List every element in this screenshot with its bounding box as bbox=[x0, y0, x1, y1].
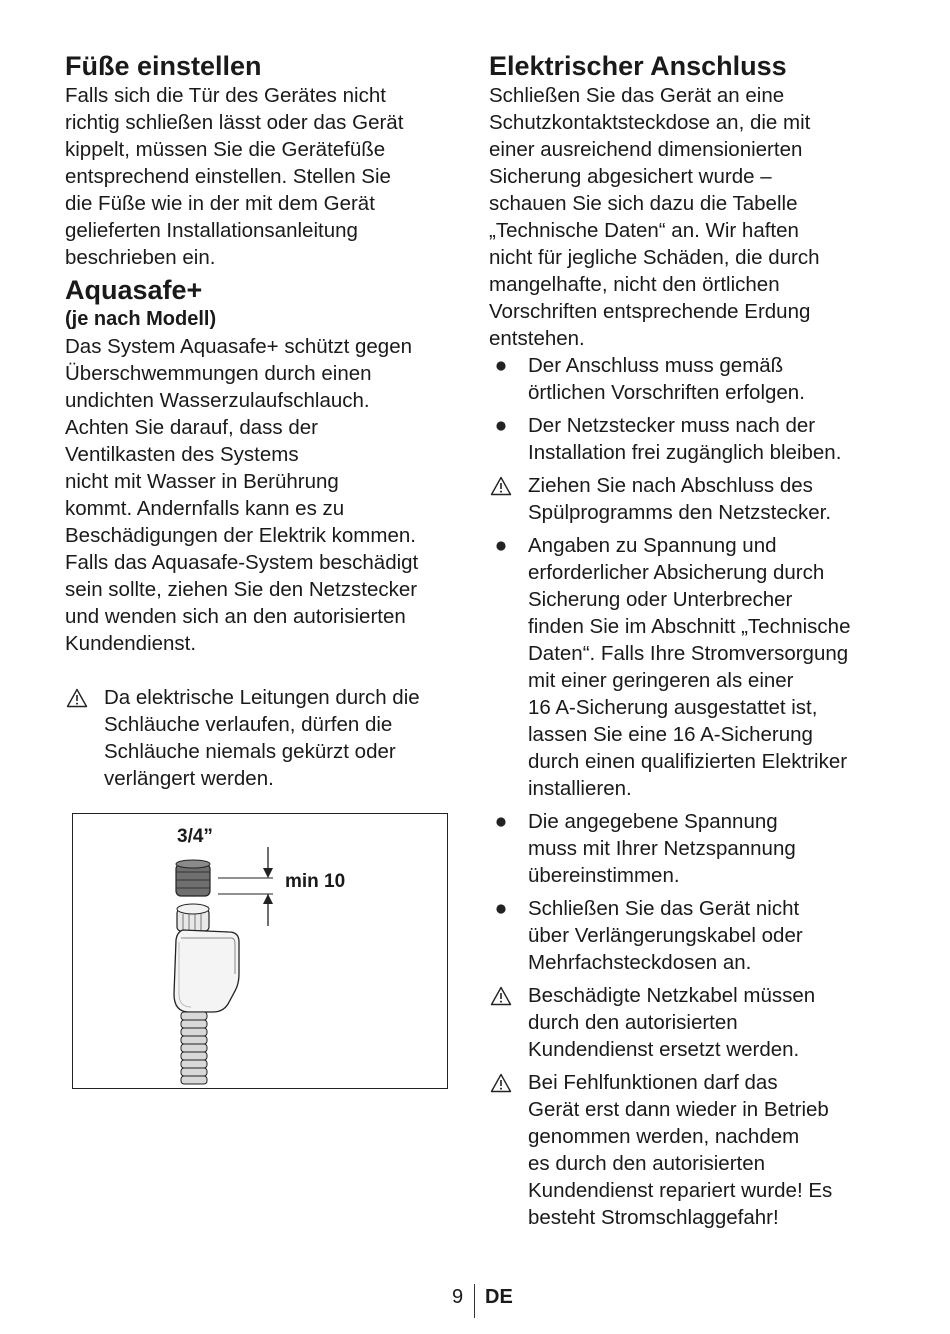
text-line: Daten“. Falls Ihre Stromversorgung bbox=[528, 642, 849, 665]
warning-triangle-icon bbox=[65, 684, 89, 711]
text-line: kommt. Andernfalls kann es zu bbox=[65, 497, 345, 520]
bullet-item bbox=[489, 532, 889, 802]
bullet-item bbox=[489, 895, 889, 976]
page-number: 9 bbox=[452, 1286, 464, 1308]
text-line: Der Netzstecker muss nach der bbox=[528, 414, 816, 437]
text-line: durch einen qualifizierten Elektriker bbox=[528, 750, 848, 773]
text-line: kippelt, müssen Sie die Gerätefüße bbox=[65, 138, 386, 161]
text-line: richtig schließen lässt oder das Gerät bbox=[65, 111, 404, 134]
text-line: finden Sie im Abschnitt „Technische bbox=[528, 615, 851, 638]
text-line: Die angegebene Spannung bbox=[528, 810, 778, 833]
right-column bbox=[489, 50, 889, 1231]
text-line: nicht für jegliche Schäden, die durch bbox=[489, 246, 820, 269]
text-line: es durch den autorisierten bbox=[528, 1152, 766, 1175]
warning-item bbox=[489, 472, 889, 526]
text-line: Kundendienst. bbox=[65, 632, 197, 655]
text-line: schauen Sie sich dazu die Tabelle bbox=[489, 192, 798, 215]
text-line: Falls das Aquasafe-System beschädigt bbox=[65, 551, 419, 574]
section-title-aquasafe: Aquasafe+ bbox=[65, 275, 203, 305]
text-line: Ziehen Sie nach Abschluss des bbox=[528, 474, 813, 497]
text-line: „Technische Daten“ an. Wir haften bbox=[489, 219, 799, 242]
bullet-dot-icon bbox=[489, 352, 513, 379]
aquasafe-subtitle: (je nach Modell) bbox=[65, 308, 217, 330]
bullet-item bbox=[489, 808, 889, 889]
text-line: gelieferten Installationsanleitung bbox=[65, 219, 358, 242]
thread-size-label: 3/4” bbox=[177, 826, 213, 847]
page-footer bbox=[0, 1282, 950, 1322]
warning-item bbox=[489, 982, 889, 1063]
text-line: mit einer geringeren als einer bbox=[528, 669, 794, 692]
text-line: Vorschriften entsprechende Erdung bbox=[489, 300, 811, 323]
text-line: Kundendienst ersetzt werden. bbox=[528, 1038, 800, 1061]
hose-warning bbox=[65, 684, 460, 792]
feet-paragraph bbox=[65, 82, 460, 271]
text-line: mangelhafte, nicht den örtlichen bbox=[489, 273, 780, 296]
text-line: Sicherung oder Unterbrecher bbox=[528, 588, 793, 611]
text-line: genommen werden, nachdem bbox=[528, 1125, 800, 1148]
text-line: Beschädigungen der Elektrik kommen. bbox=[65, 524, 416, 547]
text-line: lassen Sie eine 16 A-Sicherung bbox=[528, 723, 813, 746]
text-line: Achten Sie darauf, dass der bbox=[65, 416, 318, 439]
electrical-items bbox=[489, 352, 889, 1231]
text-line: Das System Aquasafe+ schützt gegen bbox=[65, 335, 412, 358]
text-line: muss mit Ihrer Netzspannung bbox=[528, 837, 796, 860]
text-line: nicht mit Wasser in Berührung bbox=[65, 470, 339, 493]
left-column bbox=[65, 50, 460, 792]
text-line: über Verlängerungskabel oder bbox=[528, 924, 803, 947]
bullet-dot-icon bbox=[489, 895, 513, 922]
text-line: entstehen. bbox=[489, 327, 585, 350]
warning-triangle-icon bbox=[489, 1069, 513, 1096]
bullet-item bbox=[489, 412, 889, 466]
text-line: örtlichen Vorschriften erfolgen. bbox=[528, 381, 805, 404]
text-line: und wenden sich an den autorisierten bbox=[65, 605, 406, 628]
text-line: Schließen Sie das Gerät an eine bbox=[489, 84, 785, 107]
text-line: Schläuche niemals gekürzt oder bbox=[104, 740, 396, 763]
text-line: Überschwemmungen durch einen bbox=[65, 362, 372, 385]
warning-triangle-icon bbox=[489, 472, 513, 499]
text-line: Schutzkontaktsteckdose an, die mit bbox=[489, 111, 811, 134]
bullet-dot-icon bbox=[489, 412, 513, 439]
aquasafe-figure bbox=[72, 813, 448, 1089]
text-line: sein sollte, ziehen Sie den Netzstecker bbox=[65, 578, 418, 601]
text-line: undichten Wasserzulaufschlauch. bbox=[65, 389, 370, 412]
section-title-feet: Füße einstellen bbox=[65, 51, 262, 81]
text-line: entsprechend einstellen. Stellen Sie bbox=[65, 165, 391, 188]
text-line: Sicherung abgesichert wurde – bbox=[489, 165, 772, 188]
electrical-intro bbox=[489, 82, 889, 352]
text-line: Mehrfachsteckdosen an. bbox=[528, 951, 752, 974]
text-line: installieren. bbox=[528, 777, 632, 800]
text-line: die Füße wie in der mit dem Gerät bbox=[65, 192, 375, 215]
aquasafe-paragraph bbox=[65, 333, 460, 657]
text-line: Ventilkasten des Systems bbox=[65, 443, 299, 466]
warning-triangle-icon bbox=[489, 982, 513, 1009]
text-line: Beschädigte Netzkabel müssen bbox=[528, 984, 816, 1007]
warning-item bbox=[489, 1069, 889, 1231]
text-line: beschrieben ein. bbox=[65, 246, 216, 269]
bullet-dot-icon bbox=[489, 532, 513, 559]
text-line: erforderlicher Absicherung durch bbox=[528, 561, 825, 584]
section-title-electrical: Elektrischer Anschluss bbox=[489, 51, 787, 81]
min-distance-label: min 10 bbox=[285, 871, 346, 892]
language-code: DE bbox=[485, 1286, 513, 1308]
text-line: Gerät erst dann wieder in Betrieb bbox=[528, 1098, 829, 1121]
text-line: einer ausreichend dimensionierten bbox=[489, 138, 803, 161]
text-line: Kundendienst repariert wurde! Es bbox=[528, 1179, 833, 1202]
text-line: Bei Fehlfunktionen darf das bbox=[528, 1071, 778, 1094]
text-line: verlängert werden. bbox=[104, 767, 274, 790]
text-line: Der Anschluss muss gemäß bbox=[528, 354, 784, 377]
text-line: Schläuche verlaufen, dürfen die bbox=[104, 713, 393, 736]
text-line: Da elektrische Leitungen durch die bbox=[104, 686, 420, 709]
text-line: 16 A-Sicherung ausgestattet ist, bbox=[528, 696, 818, 719]
text-line: besteht Stromschlaggefahr! bbox=[528, 1206, 779, 1229]
text-line: Angaben zu Spannung und bbox=[528, 534, 777, 557]
text-line: Spülprogramms den Netzstecker. bbox=[528, 501, 832, 524]
text-line: Installation frei zugänglich bleiben. bbox=[528, 441, 842, 464]
bullet-dot-icon bbox=[489, 808, 513, 835]
text-line: Falls sich die Tür des Gerätes nicht bbox=[65, 84, 386, 107]
footer-divider bbox=[474, 1284, 475, 1318]
text-line: übereinstimmen. bbox=[528, 864, 680, 887]
hose-illustration bbox=[73, 814, 446, 1087]
text-line: Schließen Sie das Gerät nicht bbox=[528, 897, 800, 920]
text-line: durch den autorisierten bbox=[528, 1011, 738, 1034]
bullet-item bbox=[489, 352, 889, 406]
